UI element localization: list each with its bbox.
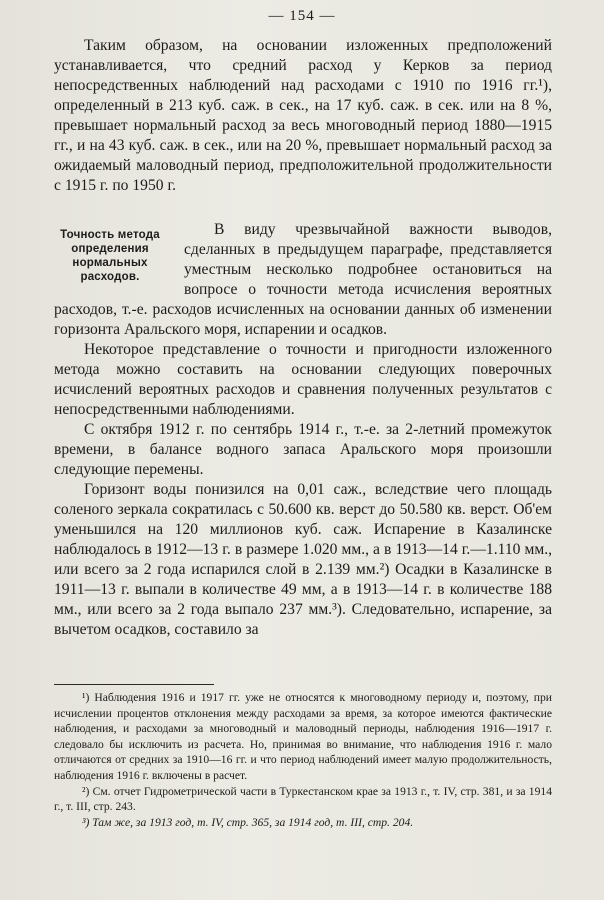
footnote-1: ¹) Наблюдения 1916 и 1917 гг. уже не относятся к многоводному периоду и, поэтому, при исчислении процентов отклонения между расходами за время, за которое имеются фактические наблюдения, и расходами за многоводный и маловодный периоды, наблюдения 1916—1917 г. следовало бы исключить из расчета. Но, принимая во внимание, что наблюдения 1916 г. мало отличаются от средних за 1910—16 гг. и что период наблюдений имеет малую продолжительность, наблюдения 1916 г. включены в расчет.: [54, 691, 552, 782]
margin-note: Точность метода определения нормальных расходов.: [60, 229, 160, 283]
footnotes: [54, 690, 552, 830]
accuracy-section: [54, 220, 552, 640]
intro-block: [54, 36, 552, 196]
footnote-2: ²) См. отчет Гидрометрической части в Туркестанском крае за 1913 г., т. IV, стр. 381, и за 1914 г., т. III, стр. 243.: [54, 784, 552, 814]
footnote-divider: [54, 684, 214, 685]
paragraph-level: Горизонт воды понизился на 0,01 саж., вследствие чего площадь соленого зеркала сократилась с 50.600 кв. верст до 50.580 кв. верст. Об'ем уменьшился на 120 миллионов куб. саж. Испарение в Казалинске наблюдалось в 1912—13 г. в размере 1.020 мм., а в 1913—14 г.—1.110 мм., или всего за 2 года испарился слой в 2.139 мм.²) Осадки в Казалинске в 1911—13 г. выпали в количестве 49 мм, а в 1913—14 г. в количестве 188 мм., или всего за 2 года выпало 237 мм.³). Следовательно, испарение, за вычетом осадков, составило за: [54, 481, 552, 638]
paragraph-intro: Таким образом, на основании изложенных предположений устанавливается, что средний расход у Керков за период непосредственных наблюдений над расходами с 1910 по 1916 гг.¹), определенный в 213 куб. саж. в сек., на 17 куб. саж. в сек. или на 8 %, превышает нормальный расход за весь многоводный период 1880—1915 гг., и на 43 куб. саж. в сек., или на 20 %, превышает нормальный расход за ожидаемый маловодный период, предположительной продолжительности с 1915 г. по 1950 г.: [54, 37, 552, 194]
paragraph-check: Некоторое представление о точности и пригодности изложенного метода можно составить на основании следующих поверочных исчислений вероятных расходов и сравнения полученных результатов с непосредственными наблюдениями.: [54, 341, 552, 418]
paragraph-accuracy: В виду чрезвычайной важности выводов, сделанных в предыдущем параграфе, представляется уместным несколько подробнее остановиться на вопросе о точности метода исчисления вероятных расходов, т.-е. расходов исчисленных на основании данных об изменении горизонта Аральского моря, испарении и осадков.: [54, 221, 552, 338]
footnote-3: ³) Там же, за 1913 год, т. IV, стр. 365, за 1914 год, т. III, стр. 204.: [82, 815, 414, 829]
paragraph-period: С октября 1912 г. по сентябрь 1914 г., т.-е. за 2-летний промежуток времени, в балансе водного запаса Аральского моря произошли следующие перемены.: [54, 421, 552, 478]
page-number: — 154 —: [268, 8, 336, 24]
